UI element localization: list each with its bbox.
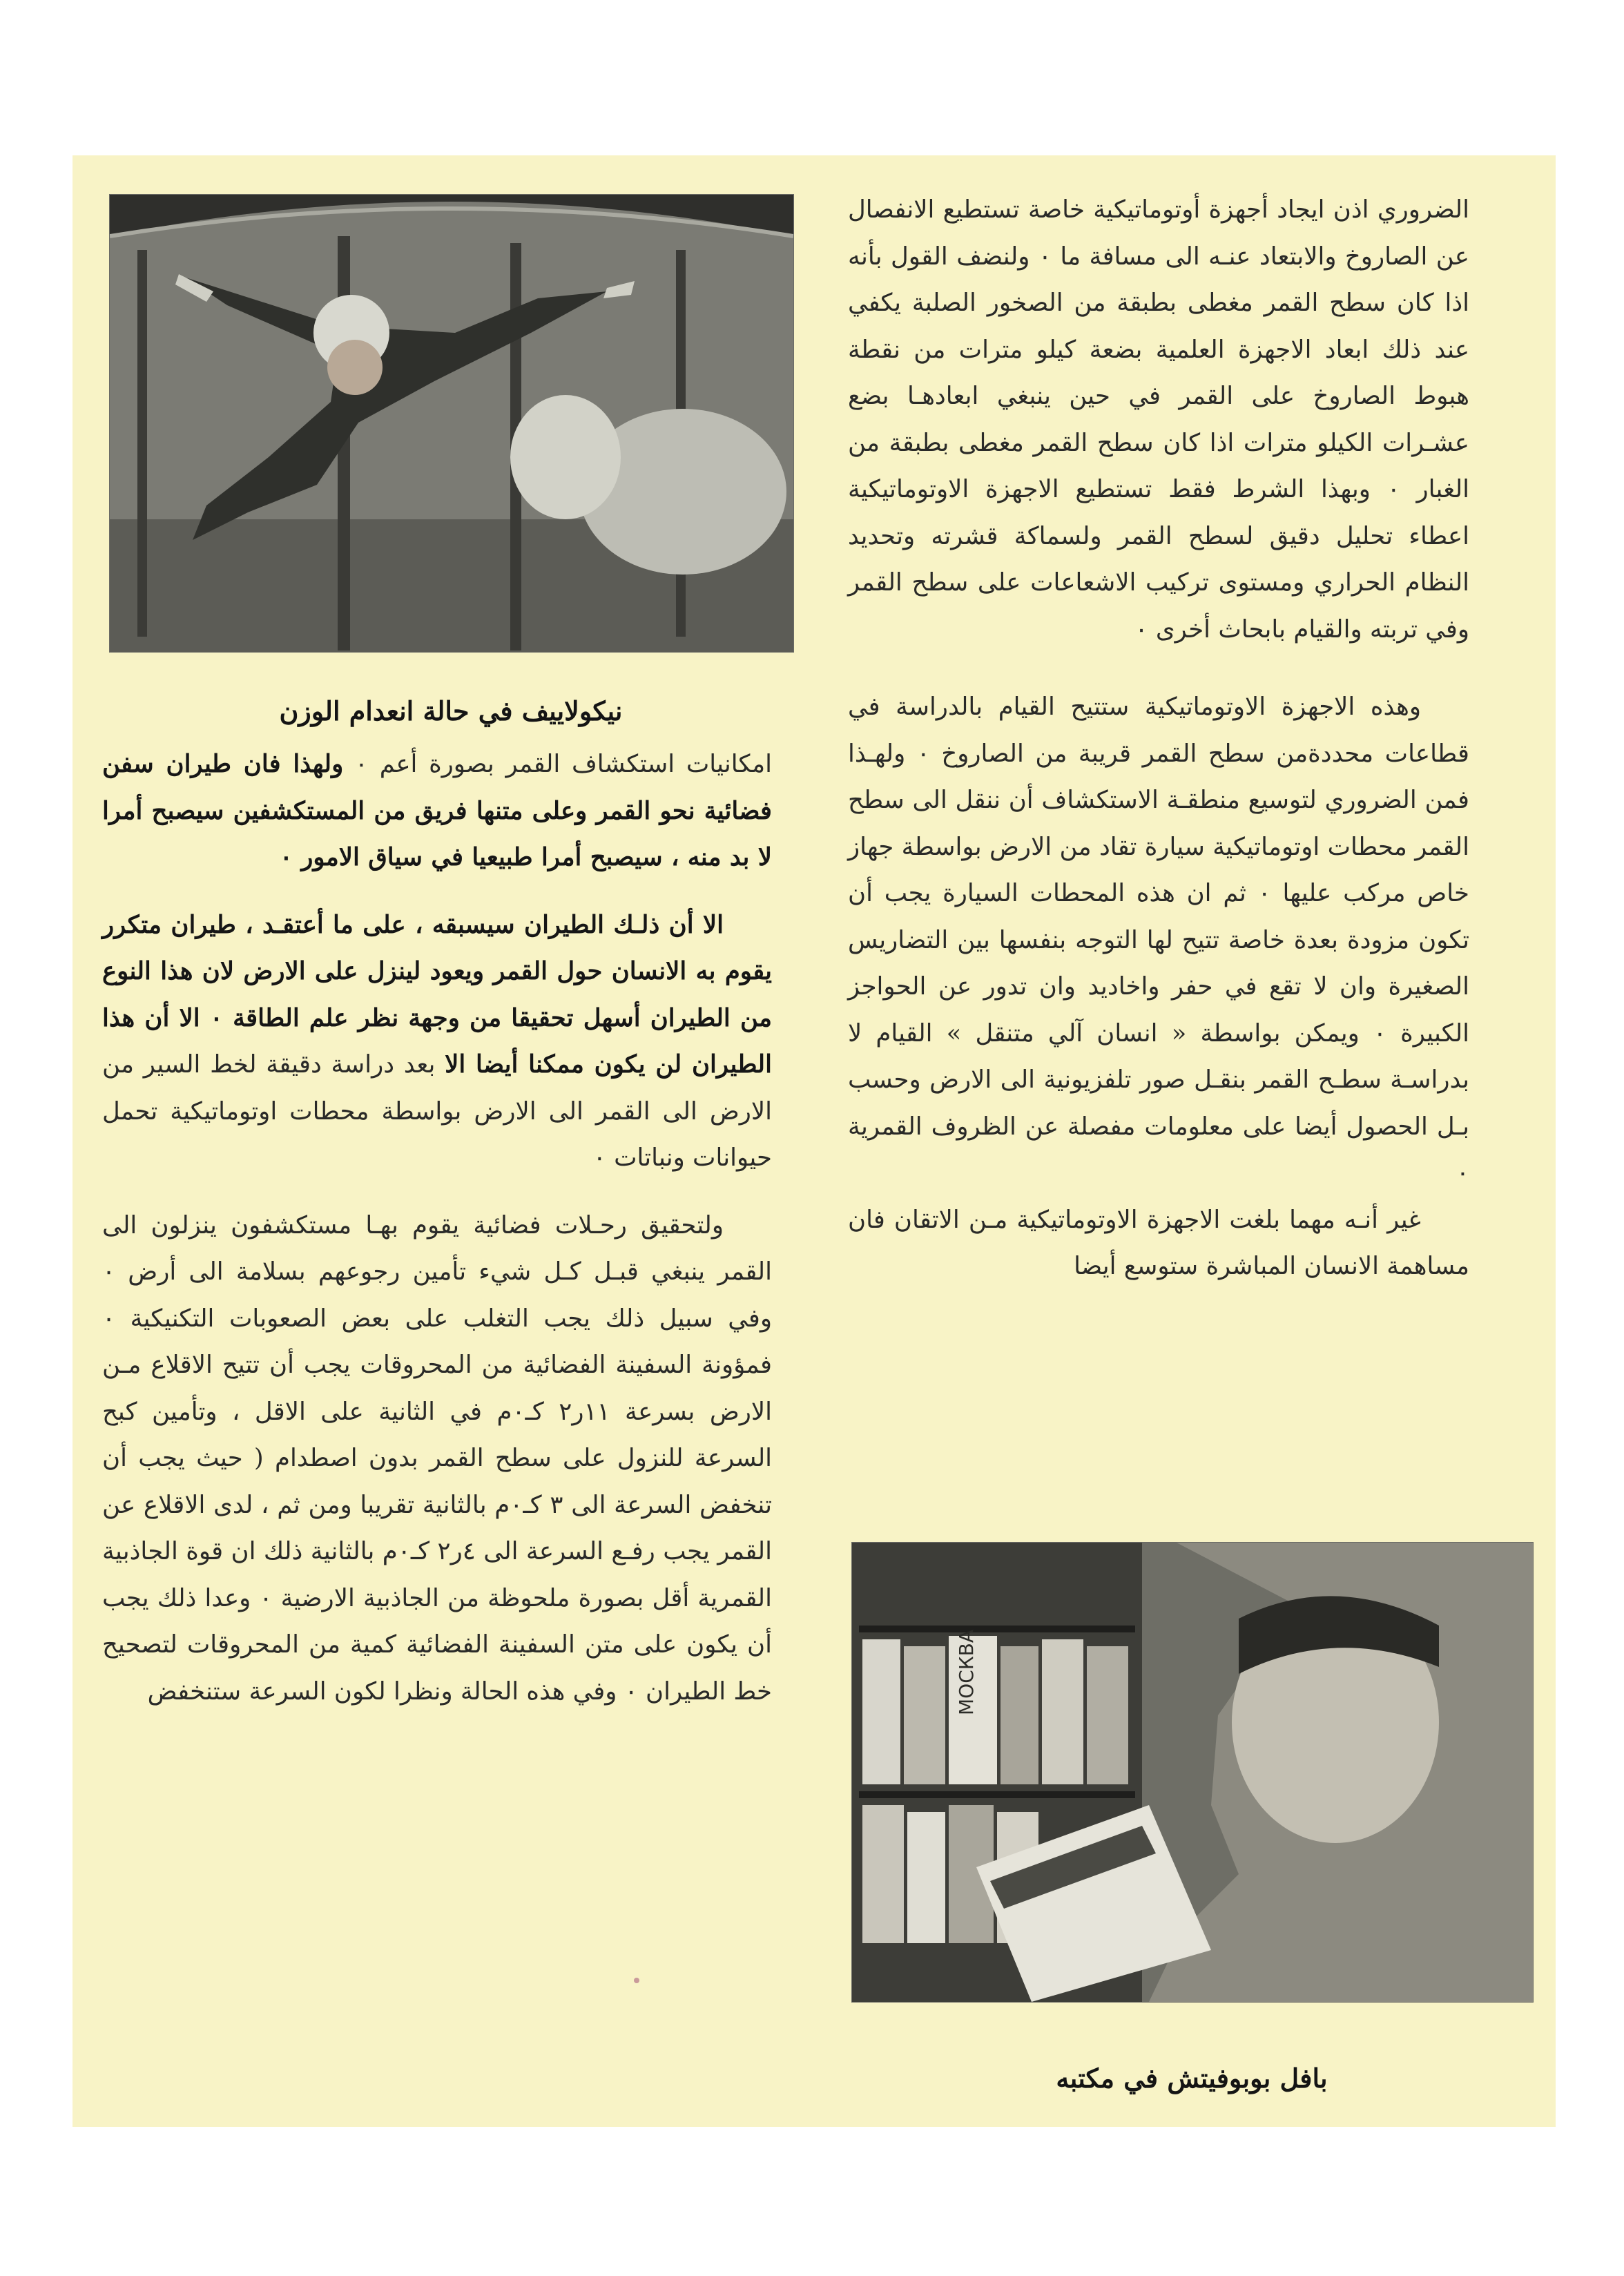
left-paragraph-2	[102, 902, 772, 1182]
left-text-column	[102, 741, 772, 1715]
right-paragraph-3: غير أنـه مهما بلغت الاجهزة الاوتوماتيكية مـن الاتقان فان مساهمة الانسان المباشرة ستوسع أيضا	[848, 1205, 1469, 1280]
photo-nikolayev-weightless	[109, 194, 794, 653]
right-paragraph-2: وهذه الاجهزة الاوتوماتيكية ستتيح القيام بالدراسة في قطاعات محددةمن سطح القمر قريبة من الصاروخ ٠ ولهـذا فمن الضروري لتوسيع منطقـة الاستكشاف أن ننقل الى سطح القمر محطات اوتوماتيكية سيارة تقاد من الارض بواسطة جهاز خاص مركب عليها ٠ ثم ان هذه المحطات السيارة يجب أن تكون مزودة بعدة خاصة تتيح لها التوجه بنفسها بين التضاريس الصغيرة وان لا تقع في حفر واخاديد وان تدور عن الحواجز الكبيرة ٠ ويمكن بواسطة « انسان آلي متنقل » القيام لا بدراسـة سطـح القمر بنقـل صور تلفزيونية الى الارض وحسب بـل الحصول أيضا على معلومات مفصلة عن الظروف القمرية ٠	[848, 693, 1469, 1187]
right-paragraph-1: الضروري اذن ايجاد أجهزة أوتوماتيكية خاصة تستطيع الانفصال عن الصاروخ والابتعاد عنـه الى مسافة ما ٠ ولنضف القول بأنه اذا كان سطح القمر مغطى بطبقة من الصخور الصلبة يكفي عند ذلك ابعاد الاجهزة العلمية بضعة كيلو مترات من نقطة هبوط الصاروخ على القمر في حين ينبغي ابعادهـا بضع عشـرات الكيلو مترات اذا كان سطح القمر مغطى بطبقة من الغبار ٠ وبهذا الشرط فقط تستطيع الاجهزة الاوتوماتيكية اعطاء تحليل دقيق لسطح القمر ولسماكة قشرته وتحديد النظام الحراري ومستوى تركيب الاشعاعات على سطح القمر وفي تربته والقيام بابحاث أخرى ٠	[848, 195, 1470, 644]
book-spine-label: МОСКВА	[955, 1630, 978, 1715]
left-paragraph-1-normal: امكانيات استكشاف القمر بصورة أعم ٠	[343, 750, 772, 778]
caption-top-photo: نيكولاييف في حالة انعدام الوزن	[279, 695, 623, 726]
left-paragraph-1-bold: ولهذا فان طيران سفن فضائية نحو القمر وعلى متنها فريق من المستكشفين سيصبح أمرا لا بد منه ، سيصبح أمرا طبيعيا في سياق الامور ٠	[102, 750, 772, 871]
left-paragraph-2-normal: بعد دراسة دقيقة لخط السير من الارض الى القمر الى الارض بواسطة محطات اوتوماتيكية تحمل حيوانات ونباتات ٠	[102, 1050, 772, 1172]
right-text-column	[848, 186, 1469, 1290]
left-paragraph-2-bold: الا أن ذلـك الطيران سيسبقه ، على ما أعتقـد ، طيران متكرر يقوم به الانسان حول القمر ويعود لينزل على الارض لان هذا النوع من الطيران أسهل تحقيقا من وجهة نظر علم الطاقة ٠ الا أن هذا الطيران لن يكون ممكنا أيضا الا	[102, 910, 772, 1079]
photo-popovich-office	[851, 1542, 1534, 2003]
caption-bottom-photo: بافل بوبوفيتش في مكتبه	[1056, 2063, 1328, 2094]
ink-speck	[634, 1978, 639, 1983]
left-paragraph-1	[102, 741, 772, 881]
left-paragraph-3: ولتحقيق رحـلات فضائية يقوم بهـا مستكشفون ينزلون الى القمر ينبغي قبـل كـل شيء تأمين رجوعهم بسلامة الى أرض ٠ وفي سبيل ذلك يجب التغلب على بعض الصعوبات التكنيكية ٠ فمؤونة السفينة الفضائية من المحروقات يجب أن تتيح الاقلاع مـن الارض بسرعة ١١ر٢ كـ٠م في الثانية على الاقل ، وتأمين كبح السرعة للنزول على سطح القمر بدون اصطدام ( حيث يجب أن تنخفض السرعة الى ٣ كـ٠م بالثانية تقريبا ومن ثم ، لدى الاقلاع عن القمر يجب رفـع السرعة الى ٤ر٢ كـ٠م بالثانية ذلك ان قوة الجاذبية القمرية أقل بصورة ملحوظة من الجاذبية الارضية ٠ وعدا ذلك يجب أن يكون على متن السفينة الفضائية كمية من المحروقات لتصحيح خط الطيران ٠ وفي هذه الحالة ونظرا لكون السرعة ستنخفض	[102, 1211, 773, 1706]
